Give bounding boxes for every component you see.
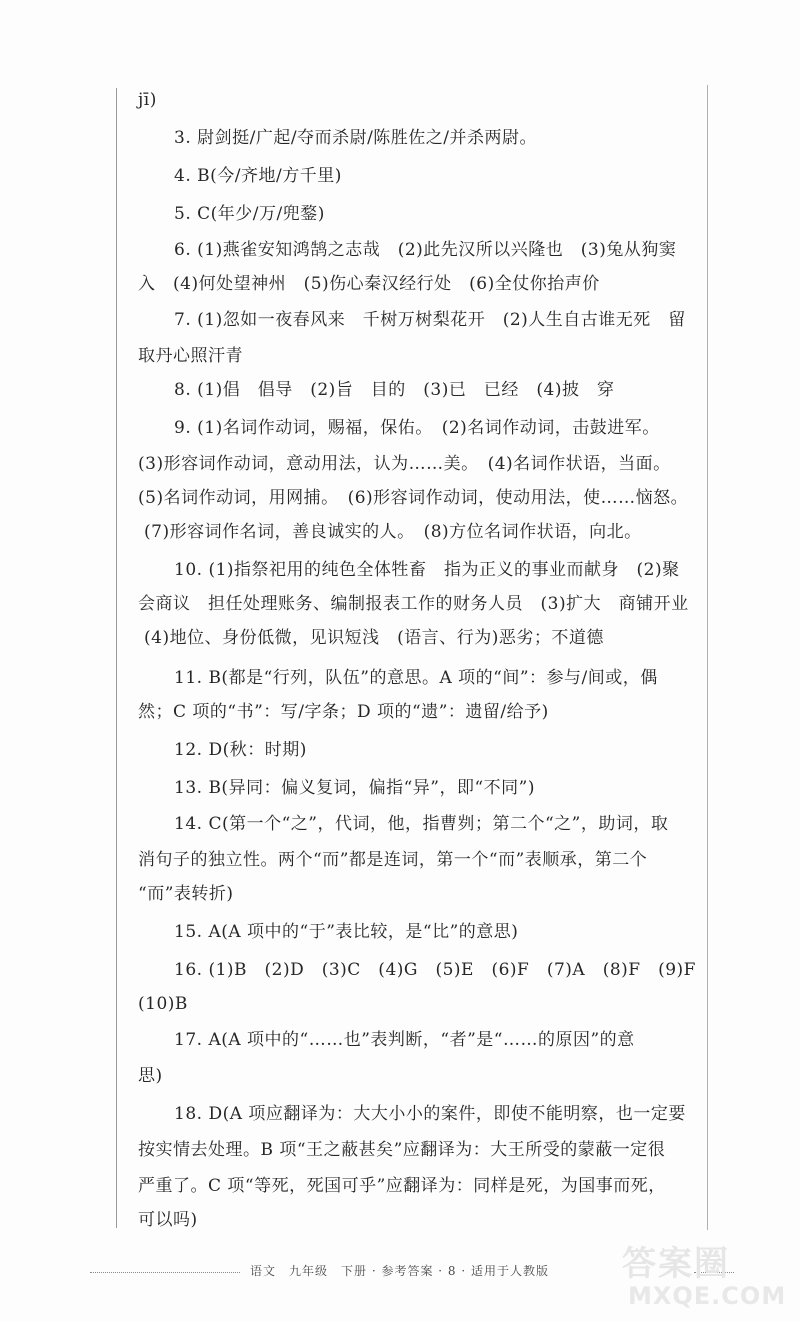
answer-13: 13. B(异同：偏义复词，偏指“异”，即“不同”) (174, 778, 535, 798)
answer-17-line-2: 思) (138, 1066, 163, 1086)
answer-5: 5. C(年少/万/兜鍪) (174, 204, 325, 224)
answer-14-line-2: 消句子的独立性。两个“而”都是连词，第一个“而”表顺承，第二个 (138, 850, 648, 870)
footer-dotted-rule (90, 1272, 240, 1273)
page-footer (90, 1262, 630, 1282)
answer-18-line-1: 18. D(A 项应翻译为：大大小小的案件，即使不能明察，也一定要 (174, 1104, 686, 1124)
answer-12: 12. D(秋：时期) (174, 740, 307, 760)
answer-9-line-3: (5)名词作动词，用网捕。 (6)形容词作动词，使动用法，使……恼怒。 (138, 488, 689, 508)
answer-10-line-1: 10. (1)指祭祀用的纯色全体牲畜 指为正义的事业而献身 (2)聚 (174, 560, 680, 580)
answer-10-line-3: (4)地位、身份低微，见识短浅 (语言、行为)恶劣；不道德 (144, 628, 604, 648)
answer-14-line-3: “而”表转折) (138, 884, 234, 904)
answer-3: 3. 尉剑挺/广起/夺而杀尉/陈胜佐之/并杀两尉。 (174, 128, 538, 148)
answer-8: 8. (1)倡 倡导 (2)旨 目的 (3)已 已经 (4)披 穿 (174, 380, 615, 400)
answer-11-line-1: 11. B(都是“行列，队伍”的意思。A 项的“间”：参与/间或，偶 (174, 668, 658, 688)
left-margin-line (116, 88, 117, 1228)
answer-9-line-4: (7)形容词作名词，善良诚实的人。 (8)方位名词作状语，向北。 (144, 522, 642, 542)
answer-15: 15. A(A 项中的“于”表比较，是“比”的意思) (174, 922, 519, 942)
answer-6-line-1: 6. (1)燕雀安知鸿鹄之志哉 (2)此先汉所以兴隆也 (3)兔从狗窦 (174, 240, 677, 260)
answer-18-line-3: 严重了。C 项“等死，死国可乎”应翻译为：同样是死，为国事而死， (138, 1176, 666, 1196)
answer-18-line-2: 按实情去处理。B 项“王之蔽甚矣”应翻译为：大王所受的蒙蔽一定很 (138, 1140, 666, 1160)
answer-16-line-2: (10)B (138, 994, 188, 1014)
watermark-url: MXQE.COM (628, 1282, 787, 1310)
answer-7-line-1: 7. (1)忽如一夜春风来 千树万树梨花开 (2)人生自古谁无死 留 (174, 310, 686, 330)
answer-16-line-1: 16. (1)B (2)D (3)C (4)G (5)E (6)F (7)A (8)F (9)F (174, 960, 696, 980)
answer-9-line-2: (3)形容词作动词，意动用法，认为……美。 (4)名词作状语，当面。 (138, 454, 671, 474)
footer-text: 语文 九年级 下册 · 参考答案 · 8 · 适用于人教版 (250, 1264, 549, 1278)
watermark (622, 1236, 787, 1310)
answer-9-line-1: 9. (1)名词作动词，赐福，保佑。 (2)名词作动词，击鼓进军。 (174, 418, 660, 438)
answer-18-line-4: 可以吗) (138, 1210, 198, 1230)
watermark-logo: 答案圈 (622, 1244, 730, 1284)
answer-6-line-2: 入 (4)何处望神州 (5)伤心秦汉经行处 (6)全仗你抬声价 (138, 274, 600, 294)
answer-14-line-1: 14. C(第一个“之”，代词，他，指曹刿；第二个“之”，助词，取 (174, 814, 669, 834)
answer-4: 4. B(今/齐地/方千里) (174, 166, 342, 186)
answer-17-line-1: 17. A(A 项中的“……也”表判断，“者”是“……的原因”的意 (174, 1030, 635, 1050)
text-line-continuation: jī) (138, 90, 157, 110)
answer-7-line-2: 取丹心照汗青 (138, 346, 243, 366)
answer-11-line-2: 然；C 项的“书”：写/字条；D 项的“遗”：遗留/给予) (138, 702, 549, 722)
answer-10-line-2: 会商议 担任处理账务、编制报表工作的财务人员 (3)扩大 商铺开业 (138, 594, 689, 614)
